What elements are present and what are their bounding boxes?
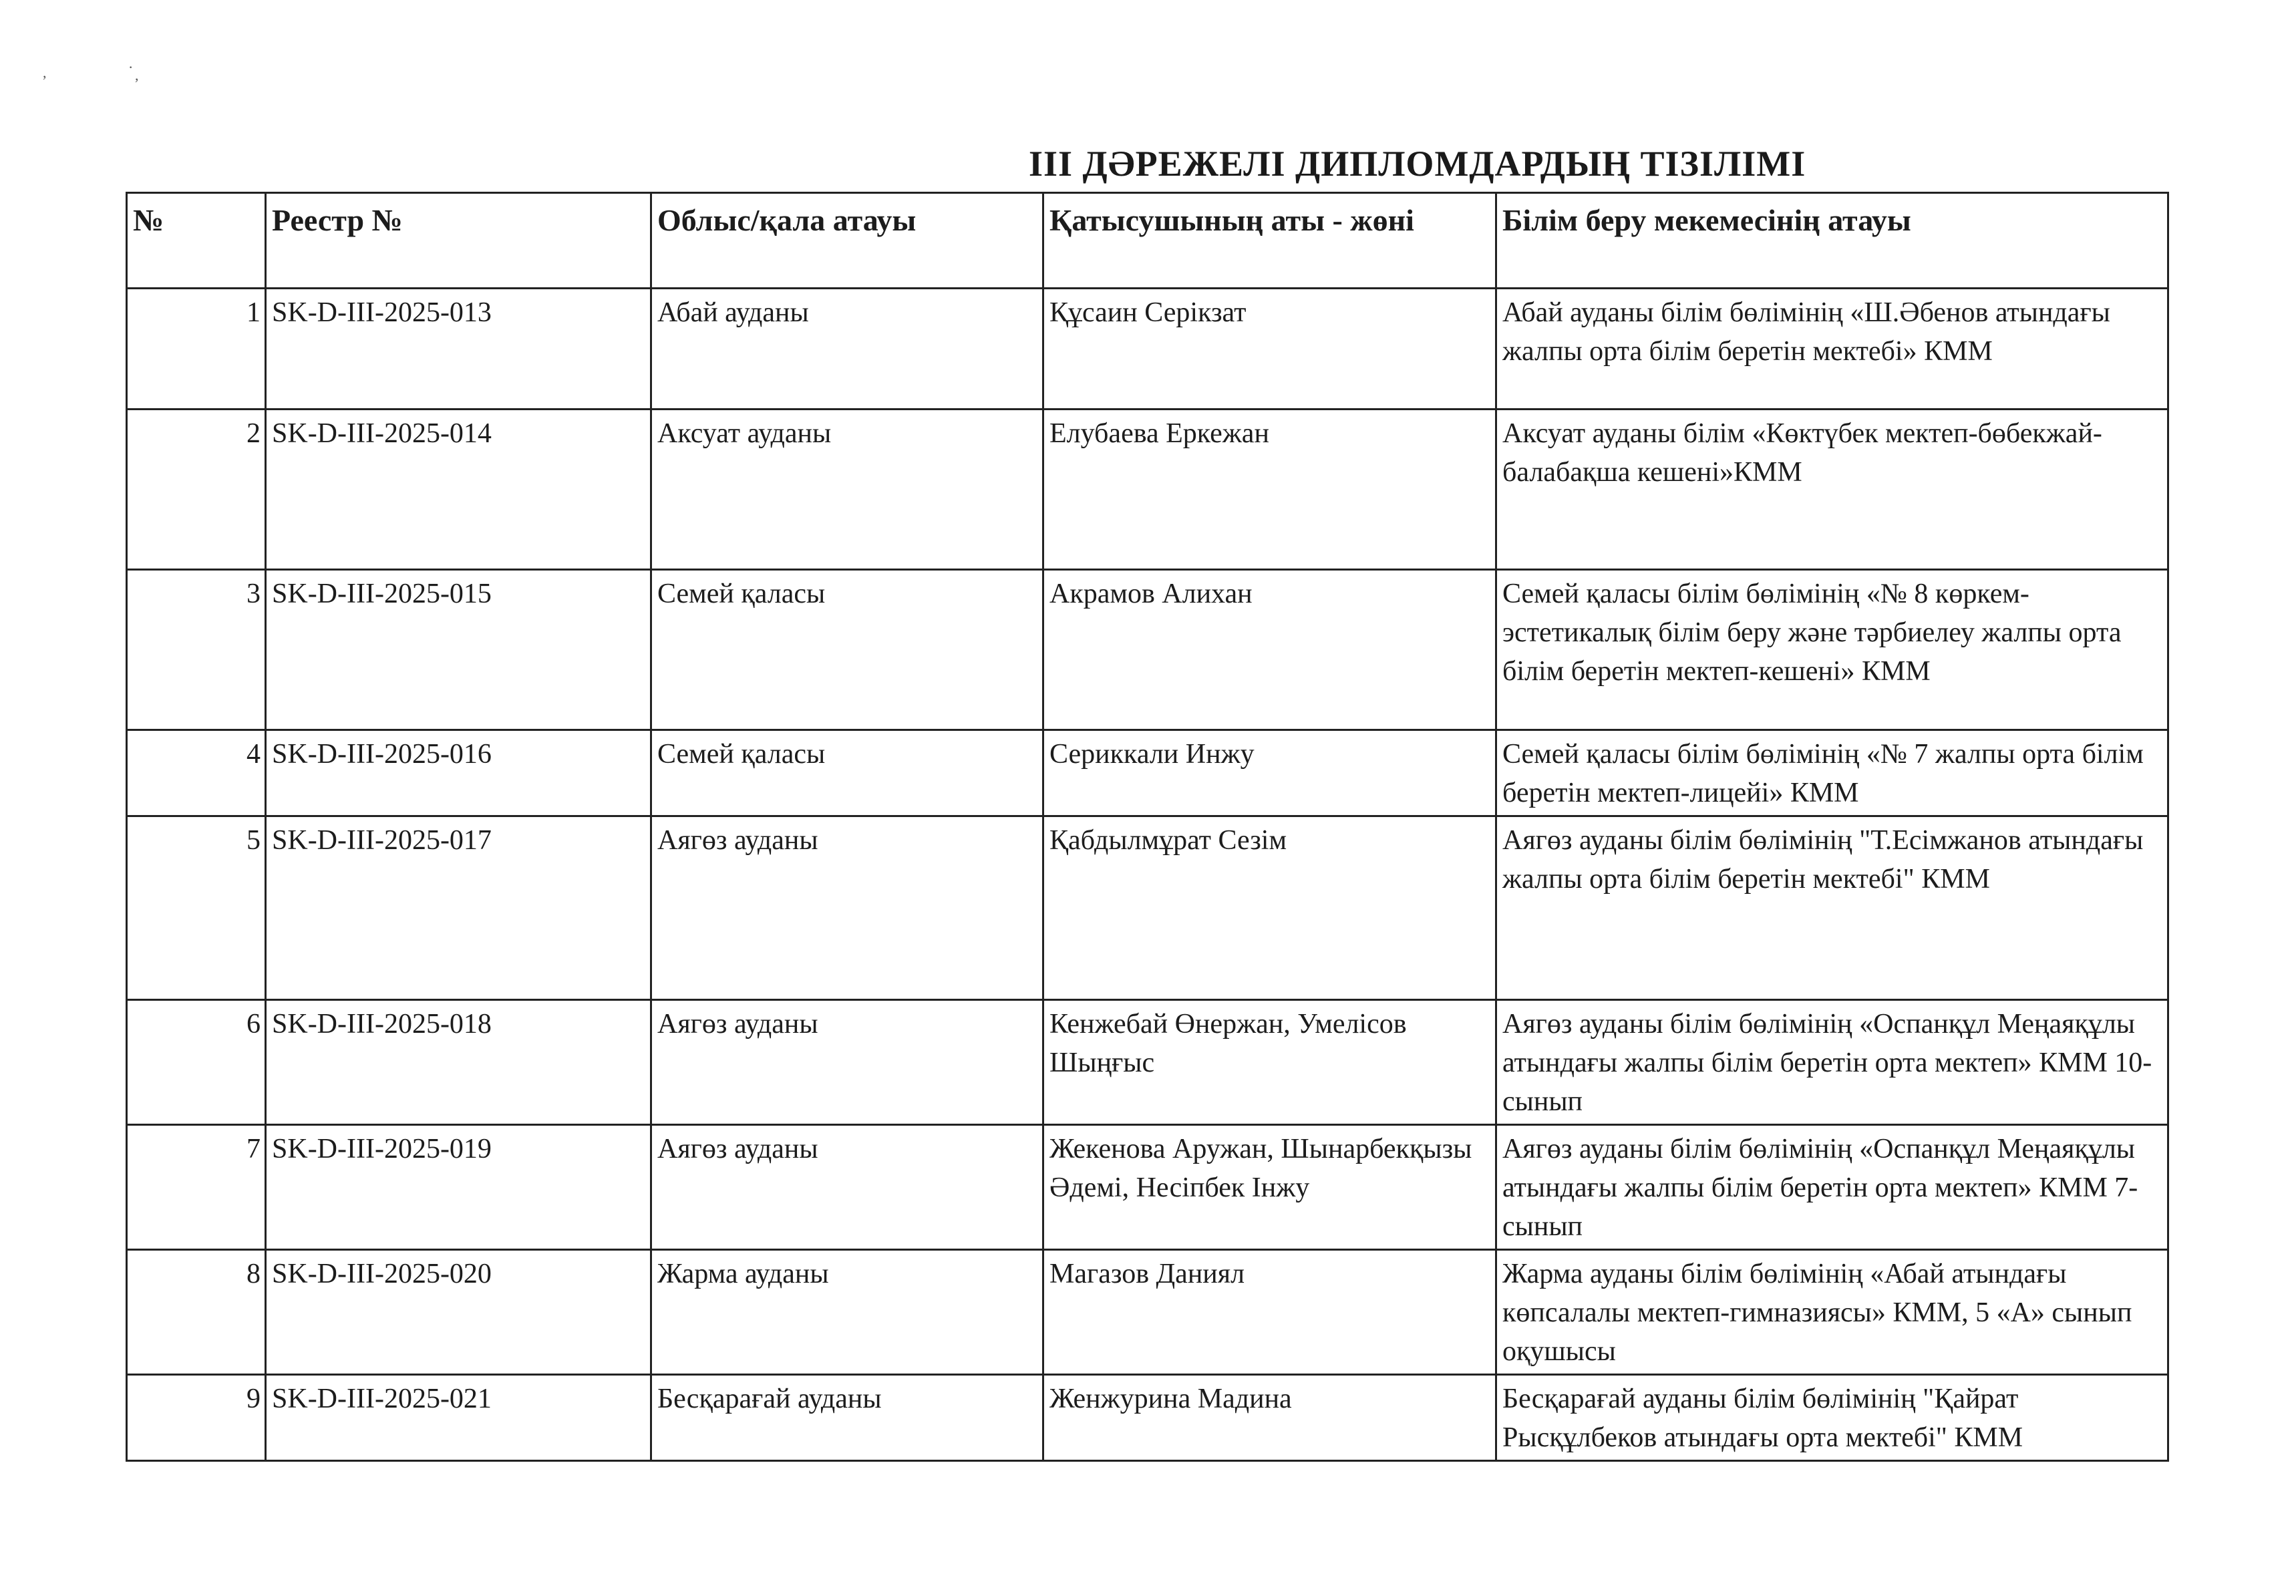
institution-name: Аягөз ауданы білім бөлімінің «Оспанқұл Меңаяқұлы атындағы жалпы білім беретін орта мектеп» КММ 7-сынып: [1496, 1125, 2168, 1250]
table-row: [127, 410, 2168, 570]
region-name: Бесқарағай ауданы: [651, 1375, 1043, 1461]
registry-code: SK-D-III-2025-017: [266, 816, 651, 1000]
header-participant: Қатысушының аты - жөні: [1043, 193, 1496, 289]
table-header-row: [127, 193, 2168, 289]
participant-name: Құсаин Серікзат: [1043, 289, 1496, 410]
registry-code: SK-D-III-2025-016: [266, 730, 651, 816]
header-registry: Реестр №: [266, 193, 651, 289]
registry-code: SK-D-III-2025-014: [266, 410, 651, 570]
registry-code: SK-D-III-2025-021: [266, 1375, 651, 1461]
table-row: [127, 1250, 2168, 1375]
region-name: Абай ауданы: [651, 289, 1043, 410]
table-row: [127, 570, 2168, 730]
scan-artifact: ·: [128, 59, 134, 75]
row-number: 7: [127, 1125, 266, 1250]
participant-name: Сериккали Инжу: [1043, 730, 1496, 816]
institution-name: Аягөз ауданы білім бөлімінің «Оспанқұл Меңаяқұлы атындағы жалпы білім беретін орта мектеп» КММ 10-сынып: [1496, 1000, 2168, 1125]
table-row: [127, 730, 2168, 816]
scan-artifact: ,: [135, 67, 139, 84]
registry-code: SK-D-III-2025-019: [266, 1125, 651, 1250]
table-row: [127, 289, 2168, 410]
table-row: [127, 1125, 2168, 1250]
row-number: 1: [127, 289, 266, 410]
registry-code: SK-D-III-2025-015: [266, 570, 651, 730]
diploma-registry-table: [126, 192, 2169, 1462]
institution-name: Аксуат ауданы білім «Көктүбек мектеп-бөбекжай-балабақша кешені»КММ: [1496, 410, 2168, 570]
participant-name: Акрамов Алихан: [1043, 570, 1496, 730]
institution-name: Семей қаласы білім бөлімінің «№ 8 көркем-эстетикалық білім беру және тәрбиелеу жалпы орта білім беретін мектеп-кешені» КММ: [1496, 570, 2168, 730]
institution-name: Аягөз ауданы білім бөлімінің "Т.Есімжанов атындағы жалпы орта білім беретін мектебі" КММ: [1496, 816, 2168, 1000]
registry-code: SK-D-III-2025-013: [266, 289, 651, 410]
row-number: 9: [127, 1375, 266, 1461]
row-number: 8: [127, 1250, 266, 1375]
row-number: 3: [127, 570, 266, 730]
participant-name: Кенжебай Өнержан, Умелісов Шыңғыс: [1043, 1000, 1496, 1125]
institution-name: Семей қаласы білім бөлімінің «№ 7 жалпы орта білім беретін мектеп-лицейі» КММ: [1496, 730, 2168, 816]
registry-code: SK-D-III-2025-018: [266, 1000, 651, 1125]
institution-name: Абай ауданы білім бөлімінің «Ш.Әбенов атындағы жалпы орта білім беретін мектебі» КММ: [1496, 289, 2168, 410]
region-name: Аягөз ауданы: [651, 816, 1043, 1000]
region-name: Жарма ауданы: [651, 1250, 1043, 1375]
table-row: [127, 1375, 2168, 1461]
header-number: №: [127, 193, 266, 289]
row-number: 4: [127, 730, 266, 816]
document-title: III ДӘРЕЖЕЛІ ДИПЛОМДАРДЫҢ ТІЗІЛІМІ: [1029, 144, 1806, 184]
participant-name: Магазов Даниял: [1043, 1250, 1496, 1375]
region-name: Аягөз ауданы: [651, 1000, 1043, 1125]
row-number: 6: [127, 1000, 266, 1125]
participant-name: Қабдылмұрат Сезім: [1043, 816, 1496, 1000]
table-row: [127, 1000, 2168, 1125]
region-name: Семей қаласы: [651, 570, 1043, 730]
region-name: Аягөз ауданы: [651, 1125, 1043, 1250]
scan-artifact: ,: [43, 64, 47, 81]
row-number: 5: [127, 816, 266, 1000]
participant-name: Елубаева Еркежан: [1043, 410, 1496, 570]
participant-name: Жекенова Аружан, Шынарбекқызы Әдемі, Несіпбек Інжу: [1043, 1125, 1496, 1250]
institution-name: Жарма ауданы білім бөлімінің «Абай атындағы көпсалалы мектеп-гимназиясы» КММ, 5 «А» сынып оқушысы: [1496, 1250, 2168, 1375]
region-name: Аксуат ауданы: [651, 410, 1043, 570]
row-number: 2: [127, 410, 266, 570]
region-name: Семей қаласы: [651, 730, 1043, 816]
header-institution: Білім беру мекемесінің атауы: [1496, 193, 2168, 289]
participant-name: Женжурина Мадина: [1043, 1375, 1496, 1461]
header-region: Облыс/қала атауы: [651, 193, 1043, 289]
registry-code: SK-D-III-2025-020: [266, 1250, 651, 1375]
table-row: [127, 816, 2168, 1000]
institution-name: Бесқарағай ауданы білім бөлімінің "Қайрат Рысқұлбеков атындағы орта мектебі" КММ: [1496, 1375, 2168, 1461]
